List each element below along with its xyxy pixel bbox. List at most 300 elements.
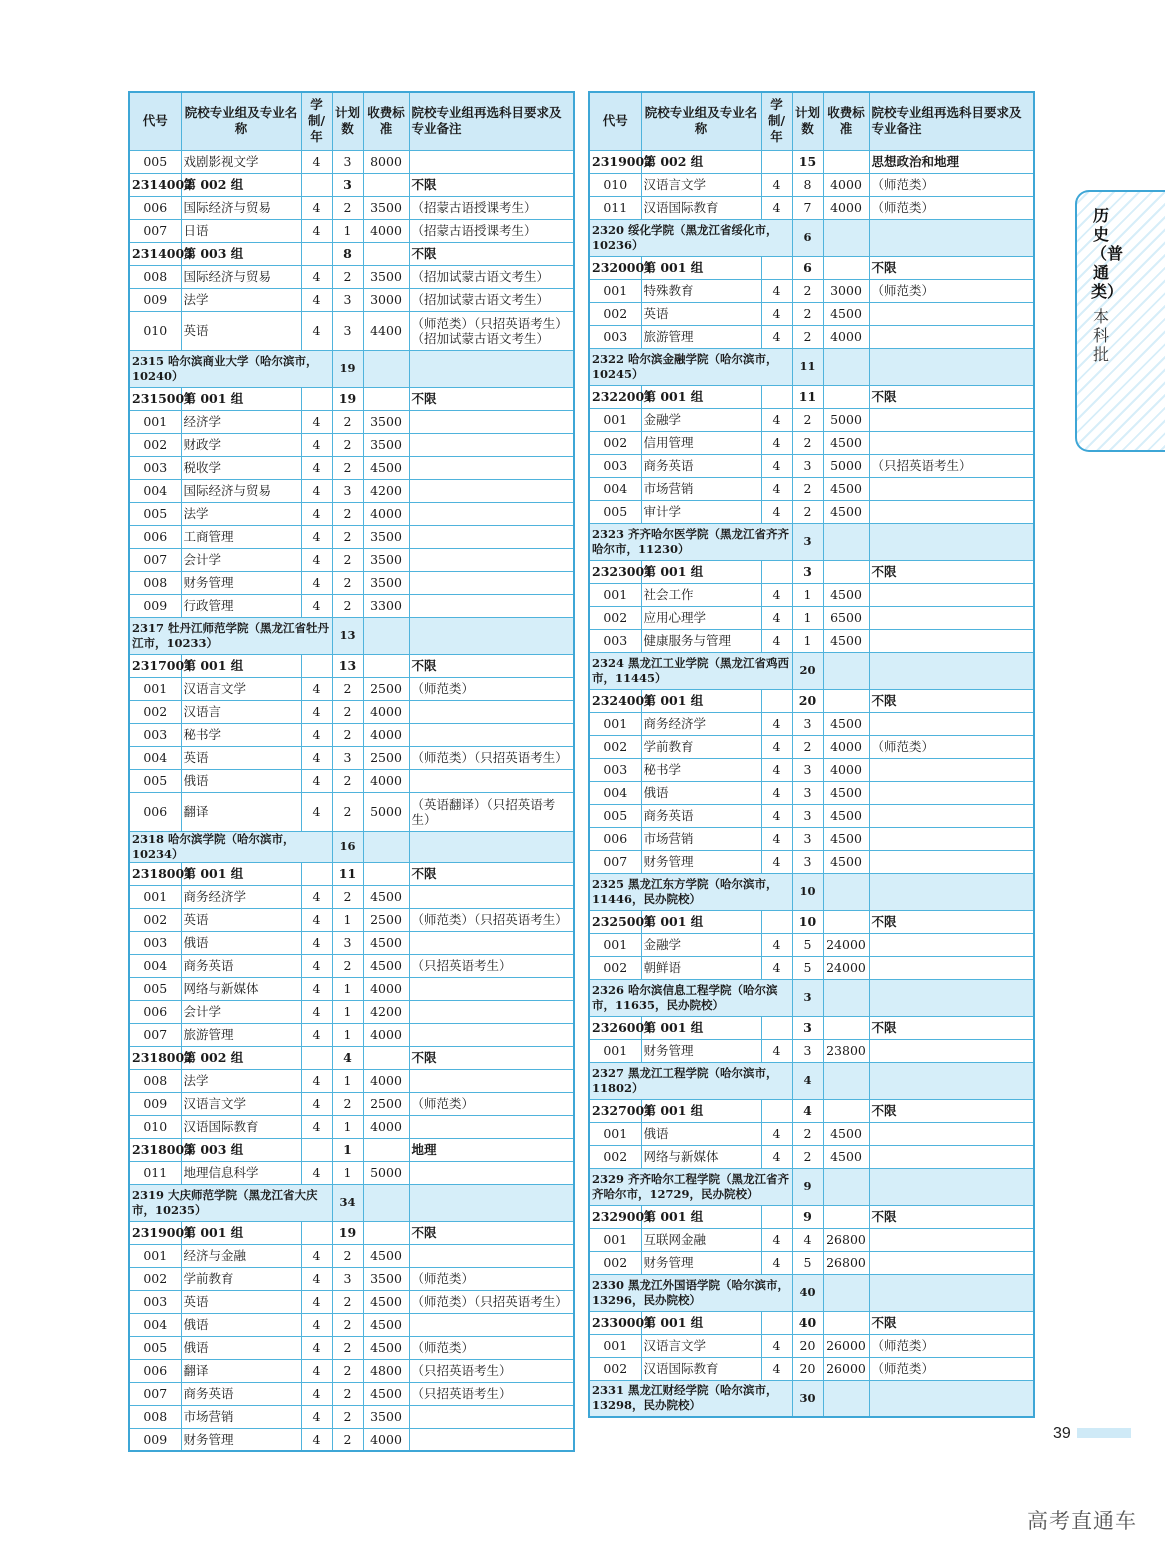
fee-cell: 4000 (363, 1428, 409, 1451)
major-row (129, 954, 574, 977)
years-cell (301, 387, 332, 410)
fee-cell (823, 689, 869, 712)
major-name: 汉语言 (181, 700, 301, 723)
institution-name: 2327 黑龙江工程学院（哈尔滨市，11802） (589, 1062, 792, 1099)
plan-count: 1 (332, 1023, 363, 1046)
institution-name: 2318 哈尔滨学院（哈尔滨市，10234） (129, 831, 332, 862)
group-name: 第 001 组 (641, 910, 761, 933)
major-code: 006 (589, 827, 641, 850)
header-years: 学制/年 (761, 92, 792, 150)
header-fee: 收费标准 (363, 92, 409, 150)
major-name: 会计学 (181, 1000, 301, 1023)
page-number: 39 (1053, 1425, 1071, 1442)
group-name: 第 001 组 (641, 256, 761, 279)
years-cell: 4 (301, 769, 332, 792)
plan-count: 3 (332, 288, 363, 311)
institution-row (589, 523, 1034, 560)
major-name: 经济学 (181, 410, 301, 433)
fee-cell: 3500 (363, 571, 409, 594)
major-note (409, 525, 574, 548)
years-cell: 4 (301, 677, 332, 700)
fee-cell: 4500 (363, 954, 409, 977)
major-name: 金融学 (641, 933, 761, 956)
group-row (589, 1016, 1034, 1039)
major-code: 008 (129, 265, 181, 288)
group-name: 第 001 组 (641, 1205, 761, 1228)
years-cell: 4 (761, 1334, 792, 1357)
fee-cell (823, 348, 869, 385)
major-name: 英语 (181, 746, 301, 769)
major-note (409, 1313, 574, 1336)
plan-count: 3 (332, 1267, 363, 1290)
years-cell: 4 (761, 325, 792, 348)
major-row (589, 408, 1034, 431)
years-cell: 4 (761, 1122, 792, 1145)
major-name: 汉语国际教育 (181, 1115, 301, 1138)
major-row (129, 1115, 574, 1138)
major-note (409, 1244, 574, 1267)
major-row (589, 1122, 1034, 1145)
major-note (869, 325, 1034, 348)
fee-cell: 5000 (823, 454, 869, 477)
major-note (869, 827, 1034, 850)
plan-count: 10 (792, 910, 823, 933)
major-code: 004 (129, 954, 181, 977)
plan-count: 2 (332, 1359, 363, 1382)
major-code: 004 (129, 746, 181, 769)
major-name: 市场营销 (641, 477, 761, 500)
fee-cell: 6500 (823, 606, 869, 629)
major-note (869, 477, 1034, 500)
years-cell (761, 1311, 792, 1334)
institution-row (589, 1168, 1034, 1205)
fee-cell: 4000 (363, 700, 409, 723)
plan-count: 3 (792, 1039, 823, 1062)
fee-cell: 4500 (823, 804, 869, 827)
years-cell (301, 242, 332, 265)
fee-cell: 4000 (363, 723, 409, 746)
plan-count: 2 (332, 885, 363, 908)
plan-count: 3 (792, 523, 823, 560)
institution-row (589, 348, 1034, 385)
major-row (589, 173, 1034, 196)
major-note: （师范类）（只招英语考生） (409, 1290, 574, 1313)
group-code: 2330001 (589, 1311, 641, 1334)
watermark: 高考直通车 (1027, 1509, 1137, 1533)
plan-count: 1 (792, 629, 823, 652)
subject-requirement: 不限 (869, 1099, 1034, 1122)
note-cell (869, 219, 1034, 256)
major-code: 001 (589, 1039, 641, 1062)
major-row (129, 1359, 574, 1382)
group-name: 第 001 组 (181, 862, 301, 885)
major-row (129, 410, 574, 433)
major-row (589, 454, 1034, 477)
major-row (129, 700, 574, 723)
fee-cell: 3000 (823, 279, 869, 302)
major-row (589, 1334, 1034, 1357)
plan-count: 1 (332, 1138, 363, 1161)
group-code: 2320001 (589, 256, 641, 279)
group-name: 第 001 组 (641, 560, 761, 583)
major-name: 法学 (181, 502, 301, 525)
major-note: （英语翻译）（只招英语考生） (409, 792, 574, 831)
major-name: 日语 (181, 219, 301, 242)
subject-requirement: 地理 (409, 1138, 574, 1161)
plan-count: 3 (792, 827, 823, 850)
major-code: 010 (589, 173, 641, 196)
major-note (869, 1122, 1034, 1145)
major-note (869, 933, 1034, 956)
plan-count: 2 (332, 723, 363, 746)
major-row (129, 977, 574, 1000)
years-cell (301, 1138, 332, 1161)
major-code: 004 (129, 479, 181, 502)
fee-cell: 3300 (363, 594, 409, 617)
major-name: 商务英语 (641, 804, 761, 827)
fee-cell: 4000 (363, 769, 409, 792)
years-cell: 4 (301, 885, 332, 908)
major-note (409, 502, 574, 525)
major-code: 003 (589, 325, 641, 348)
major-row (589, 477, 1034, 500)
plan-count: 2 (332, 700, 363, 723)
years-cell: 4 (301, 746, 332, 769)
plan-count: 30 (792, 1380, 823, 1417)
fee-cell: 26000 (823, 1357, 869, 1380)
major-note (409, 1069, 574, 1092)
institution-name: 2329 齐齐哈尔工程学院（黑龙江省齐齐哈尔市，12729，民办院校） (589, 1168, 792, 1205)
years-cell: 4 (301, 1000, 332, 1023)
plan-count: 6 (792, 256, 823, 279)
years-cell (761, 560, 792, 583)
fee-cell: 4500 (823, 583, 869, 606)
years-cell: 4 (301, 479, 332, 502)
group-row (589, 689, 1034, 712)
fee-cell (823, 560, 869, 583)
plan-count: 1 (792, 606, 823, 629)
major-note: （招蒙古语授课考生） (409, 219, 574, 242)
major-code: 001 (129, 885, 181, 908)
major-name: 社会工作 (641, 583, 761, 606)
major-row (129, 311, 574, 350)
years-cell: 4 (301, 1290, 332, 1313)
fee-cell: 3500 (363, 525, 409, 548)
major-name: 商务英语 (181, 1382, 301, 1405)
major-name: 旅游管理 (641, 325, 761, 348)
note-cell (409, 617, 574, 654)
major-row (129, 571, 574, 594)
fee-cell (363, 387, 409, 410)
fee-cell (823, 1205, 869, 1228)
fee-cell: 4500 (823, 302, 869, 325)
years-cell: 4 (301, 977, 332, 1000)
plan-count: 2 (792, 477, 823, 500)
plan-count: 2 (332, 456, 363, 479)
major-row (129, 1069, 574, 1092)
years-cell (761, 1205, 792, 1228)
years-cell (761, 150, 792, 173)
years-cell: 4 (301, 571, 332, 594)
major-code: 007 (589, 850, 641, 873)
header-code: 代号 (129, 92, 181, 150)
institution-row (129, 350, 574, 387)
major-row (129, 479, 574, 502)
major-row (589, 933, 1034, 956)
major-code: 001 (589, 583, 641, 606)
fee-cell: 4500 (823, 477, 869, 500)
major-row (589, 431, 1034, 454)
plan-count: 2 (792, 431, 823, 454)
note-cell (869, 523, 1034, 560)
major-note: （师范类） (869, 735, 1034, 758)
major-code: 006 (129, 525, 181, 548)
subject-requirement: 不限 (869, 560, 1034, 583)
plan-count: 15 (792, 150, 823, 173)
fee-cell: 5000 (363, 792, 409, 831)
major-name: 应用心理学 (641, 606, 761, 629)
major-note (409, 1115, 574, 1138)
years-cell: 4 (761, 454, 792, 477)
fee-cell (363, 1138, 409, 1161)
plan-count: 3 (792, 758, 823, 781)
major-row (129, 1428, 574, 1451)
major-row (129, 746, 574, 769)
major-name: 特殊教育 (641, 279, 761, 302)
group-name: 第 001 组 (641, 385, 761, 408)
major-name: 信用管理 (641, 431, 761, 454)
major-name: 英语 (641, 302, 761, 325)
institution-name: 2317 牡丹江师范学院（黑龙江省牡丹江市，10233） (129, 617, 332, 654)
major-code: 005 (589, 804, 641, 827)
fee-cell: 24000 (823, 956, 869, 979)
major-note (409, 456, 574, 479)
years-cell: 4 (761, 850, 792, 873)
major-code: 007 (129, 219, 181, 242)
years-cell: 4 (301, 931, 332, 954)
institution-row (589, 652, 1034, 689)
major-note (409, 548, 574, 571)
fee-cell: 26000 (823, 1334, 869, 1357)
major-row (589, 804, 1034, 827)
major-row (589, 758, 1034, 781)
header-note: 院校专业组再选科目要求及专业备注 (409, 92, 574, 150)
years-cell: 4 (761, 279, 792, 302)
fee-cell: 4000 (823, 735, 869, 758)
plan-count: 34 (332, 1184, 363, 1221)
institution-name: 2331 黑龙江财经学院（哈尔滨市，13298，民办院校） (589, 1380, 792, 1417)
group-code: 2318002 (129, 1046, 181, 1069)
major-code: 005 (129, 977, 181, 1000)
fee-cell: 3500 (363, 196, 409, 219)
major-code: 006 (129, 792, 181, 831)
fee-cell (823, 1016, 869, 1039)
institution-name: 2315 哈尔滨商业大学（哈尔滨市，10240） (129, 350, 332, 387)
major-name: 税收学 (181, 456, 301, 479)
plan-count: 1 (332, 977, 363, 1000)
years-cell: 4 (761, 1145, 792, 1168)
group-row (589, 1099, 1034, 1122)
fee-cell: 4500 (363, 1336, 409, 1359)
plan-count: 4 (792, 1062, 823, 1099)
fee-cell: 4000 (363, 1023, 409, 1046)
years-cell (301, 1221, 332, 1244)
major-row (129, 196, 574, 219)
major-code: 009 (129, 288, 181, 311)
group-row (589, 150, 1034, 173)
years-cell: 4 (301, 1313, 332, 1336)
fee-cell: 2500 (363, 677, 409, 700)
plan-count: 4 (792, 1228, 823, 1251)
major-note: （只招英语考生） (869, 454, 1034, 477)
major-code: 006 (129, 1000, 181, 1023)
major-row (129, 908, 574, 931)
fee-cell (363, 617, 409, 654)
fee-cell (823, 1380, 869, 1417)
major-code: 005 (589, 500, 641, 523)
plan-count: 20 (792, 689, 823, 712)
group-name: 第 001 组 (181, 387, 301, 410)
group-code: 2318003 (129, 1138, 181, 1161)
fee-cell: 4200 (363, 1000, 409, 1023)
major-name: 英语 (181, 1290, 301, 1313)
plan-count: 2 (332, 1405, 363, 1428)
plan-count: 3 (792, 804, 823, 827)
plan-count: 2 (792, 408, 823, 431)
group-name: 第 003 组 (181, 242, 301, 265)
plan-count: 2 (792, 1122, 823, 1145)
years-cell (761, 1099, 792, 1122)
major-note: （师范类） (869, 1357, 1034, 1380)
years-cell: 4 (301, 1161, 332, 1184)
major-row (589, 781, 1034, 804)
plan-count: 1 (332, 1161, 363, 1184)
years-cell: 4 (761, 712, 792, 735)
years-cell: 4 (301, 196, 332, 219)
major-row (129, 502, 574, 525)
group-code: 2319001 (129, 1221, 181, 1244)
subject-requirement: 不限 (869, 385, 1034, 408)
major-note: （师范类）（只招英语考生） (409, 908, 574, 931)
years-cell: 4 (301, 1023, 332, 1046)
years-cell: 4 (761, 1251, 792, 1274)
years-cell: 4 (301, 792, 332, 831)
major-code: 002 (589, 606, 641, 629)
years-cell (761, 385, 792, 408)
years-cell: 4 (761, 804, 792, 827)
years-cell: 4 (301, 1115, 332, 1138)
major-note (409, 1428, 574, 1451)
major-note: （师范类） (409, 1267, 574, 1290)
major-row (129, 931, 574, 954)
major-name: 英语 (181, 908, 301, 931)
major-note (869, 956, 1034, 979)
major-row (589, 325, 1034, 348)
major-row (129, 1161, 574, 1184)
subject-requirement: 不限 (869, 689, 1034, 712)
major-name: 汉语国际教育 (641, 1357, 761, 1380)
plan-count: 3 (792, 781, 823, 804)
fee-cell (823, 1311, 869, 1334)
group-name: 第 001 组 (181, 1221, 301, 1244)
group-code: 2317001 (129, 654, 181, 677)
group-code: 2325001 (589, 910, 641, 933)
plan-count: 2 (332, 594, 363, 617)
major-row (129, 1382, 574, 1405)
major-name: 俄语 (181, 1313, 301, 1336)
major-code: 001 (589, 1228, 641, 1251)
major-row (589, 1251, 1034, 1274)
subject-requirement: 不限 (409, 654, 574, 677)
fee-cell: 2500 (363, 746, 409, 769)
major-note: （师范类）（只招英语考生） (409, 746, 574, 769)
major-code: 003 (129, 456, 181, 479)
major-note (869, 583, 1034, 606)
years-cell: 4 (761, 629, 792, 652)
major-note: （师范类） (869, 279, 1034, 302)
plan-count: 6 (792, 219, 823, 256)
major-code: 005 (129, 769, 181, 792)
fee-cell (823, 1168, 869, 1205)
major-row (589, 629, 1034, 652)
plan-count: 19 (332, 350, 363, 387)
major-note (409, 700, 574, 723)
major-row (129, 1313, 574, 1336)
institution-row (589, 1380, 1034, 1417)
fee-cell: 4500 (363, 1244, 409, 1267)
major-row (129, 265, 574, 288)
plan-count: 2 (332, 769, 363, 792)
major-name: 翻译 (181, 792, 301, 831)
major-name: 国际经济与贸易 (181, 265, 301, 288)
institution-name: 2330 黑龙江外国语学院（哈尔滨市，13296，民办院校） (589, 1274, 792, 1311)
major-code: 001 (589, 1334, 641, 1357)
years-cell: 4 (761, 1228, 792, 1251)
major-code: 001 (129, 677, 181, 700)
major-code: 008 (129, 1069, 181, 1092)
fee-cell: 5000 (823, 408, 869, 431)
plan-count: 2 (332, 1428, 363, 1451)
group-row (129, 1221, 574, 1244)
major-name: 秘书学 (181, 723, 301, 746)
group-row (129, 862, 574, 885)
header-fee: 收费标准 (823, 92, 869, 150)
plan-count: 11 (792, 348, 823, 385)
major-code: 002 (129, 700, 181, 723)
major-name: 汉语言文学 (181, 1092, 301, 1115)
admission-table-left (128, 91, 575, 1452)
fee-cell: 4500 (823, 781, 869, 804)
plan-count: 2 (792, 325, 823, 348)
group-code: 2318001 (129, 862, 181, 885)
years-cell (761, 910, 792, 933)
major-row (129, 219, 574, 242)
years-cell: 4 (761, 477, 792, 500)
major-row (589, 302, 1034, 325)
major-note (409, 1161, 574, 1184)
fee-cell: 8000 (363, 150, 409, 173)
years-cell (301, 862, 332, 885)
major-name: 财务管理 (641, 850, 761, 873)
major-name: 行政管理 (181, 594, 301, 617)
plan-count: 3 (792, 560, 823, 583)
fee-cell: 4500 (823, 850, 869, 873)
years-cell: 4 (761, 196, 792, 219)
major-row (129, 150, 574, 173)
major-row (129, 1000, 574, 1023)
major-code: 008 (129, 571, 181, 594)
major-code: 009 (129, 1092, 181, 1115)
